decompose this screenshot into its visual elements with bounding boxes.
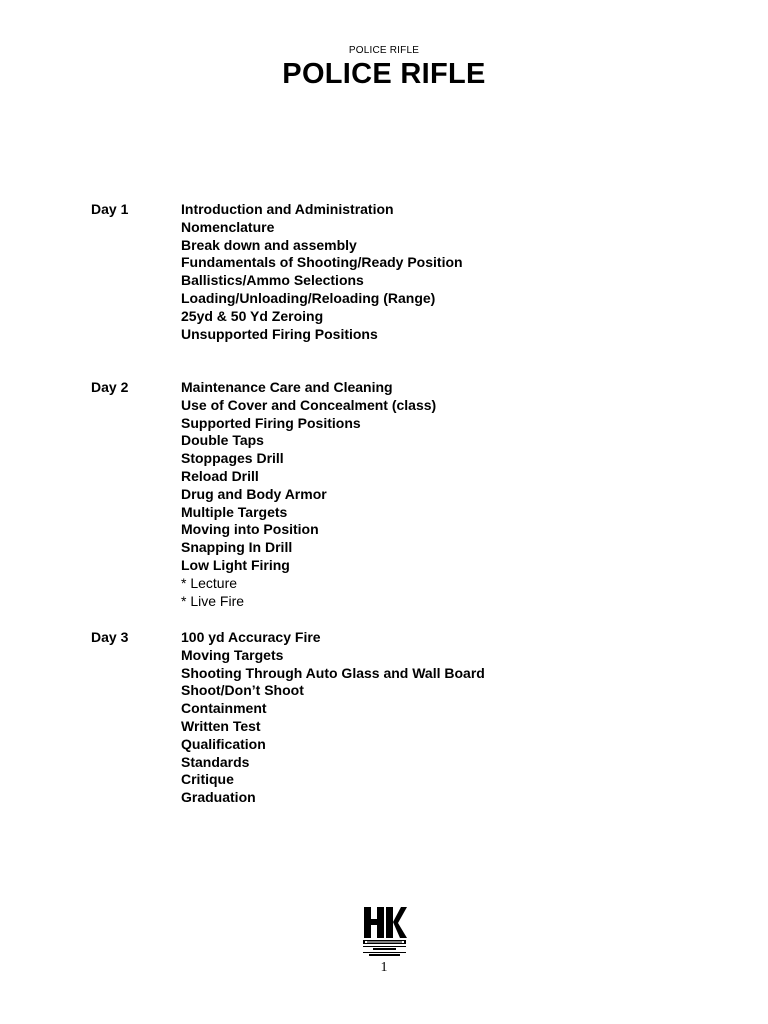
day-label: Day 2 [91, 379, 129, 395]
topic-item: Supported Firing Positions [181, 414, 361, 431]
topic-item: Use of Cover and Concealment (class) [181, 396, 437, 413]
page-number: 1 [380, 960, 388, 975]
page-title: POLICE RIFLE [282, 58, 486, 90]
topic-item: Shoot/Don’t Shoot [181, 682, 304, 699]
topic-item: Unsupported Firing Positions [181, 325, 378, 342]
topic-item: Standards [181, 753, 250, 770]
day-2-topics [181, 379, 436, 610]
topic-item: Maintenance Care and Cleaning [181, 379, 393, 395]
topic-item: Snapping In Drill [181, 539, 293, 556]
topic-item: Loading/Unloading/Reloading (Range) [181, 289, 436, 306]
topic-item: 25yd & 50 Yd Zeroing [181, 307, 324, 324]
topic-item: Shooting Through Auto Glass and Wall Board [181, 664, 485, 681]
day-1-topics [181, 201, 463, 343]
sub-topic-item: * Live Fire [181, 592, 245, 609]
topic-item: Qualification [181, 735, 266, 752]
sub-topic-item: * Lecture [181, 574, 238, 591]
topic-item: 100 yd Accuracy Fire [181, 629, 321, 645]
topic-item: Nomenclature [181, 218, 275, 235]
topic-item: Ballistics/Ammo Selections [181, 272, 364, 289]
topic-item: Stoppages Drill [181, 450, 284, 467]
day-3-topics [181, 629, 485, 807]
topic-item: Graduation [181, 789, 256, 806]
day-label: Day 3 [91, 629, 129, 645]
topic-item: Low Light Firing [181, 556, 290, 573]
running-header: POLICE RIFLE [348, 45, 420, 56]
topic-item: Reload Drill [181, 467, 259, 484]
topic-item: Drug and Body Armor [181, 485, 327, 502]
hk-logo-icon [361, 906, 408, 958]
topic-item: Multiple Targets [181, 503, 288, 520]
topic-item: Containment [181, 700, 267, 717]
day-label: Day 1 [91, 201, 129, 217]
topic-item: Written Test [181, 717, 261, 734]
topic-item: Double Taps [181, 432, 264, 449]
topic-item: Fundamentals of Shooting/Ready Position [181, 254, 463, 271]
topic-item: Introduction and Administration [181, 201, 394, 217]
topic-item: Moving into Position [181, 521, 319, 538]
topic-item: Critique [181, 771, 234, 788]
topic-item: Moving Targets [181, 646, 284, 663]
topic-item: Break down and assembly [181, 236, 357, 253]
